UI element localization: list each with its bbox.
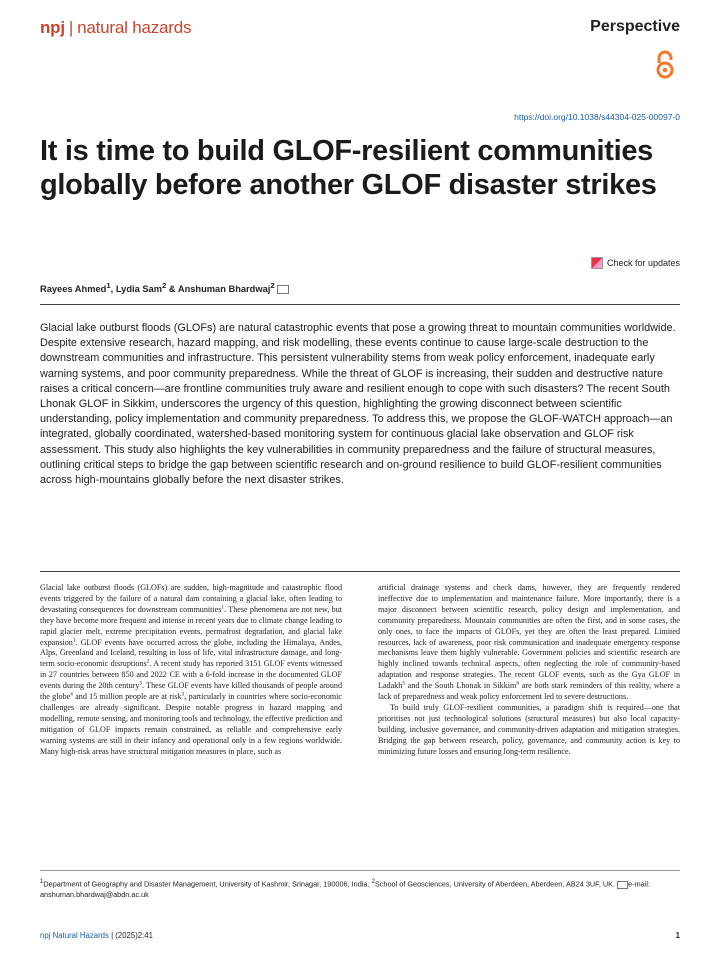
footer-citation: | (2025)2:41 bbox=[111, 931, 153, 940]
check-updates-button[interactable] bbox=[591, 257, 680, 269]
doi-link[interactable]: https://doi.org/10.1038/s44304-025-00097-0 bbox=[514, 112, 680, 122]
section-divider bbox=[40, 571, 680, 572]
author-joiner: & bbox=[168, 284, 176, 295]
author-affiliation-ref: 2 bbox=[270, 281, 275, 290]
author-name[interactable]: Lydia Sam bbox=[115, 284, 162, 295]
footer-journal: npj Natural Hazards bbox=[40, 931, 109, 940]
page-number: 1 bbox=[675, 931, 680, 940]
citation-ref[interactable]: 1 bbox=[221, 604, 225, 611]
citation-ref[interactable]: 1 bbox=[72, 636, 76, 643]
citation-ref[interactable]: 4 bbox=[70, 691, 73, 698]
check-updates-label: Check for updates bbox=[606, 258, 680, 268]
abstract: Glacial lake outburst floods (GLOFs) are natural catastrophic events that pose a growing threat to mountain communities worldwide. Despite extensive research, hazard mapping, and risk modelling, these events continue to cause large-scale destruction to the downstream communities and infrastructure. This persistent vulnerability stems from weak policy enforcement, inadequate early warning systems, and poor community preparedness. While the threat of GLOF is increasing, their sudden and destructive nature raises a critical concern—are frontline communities truly aware and resilient enough to cope with such disasters? The recent South Lhonak GLOF in Sikkim, underscores the urgency of this question, highlighting the growing disconnect between scientific understanding, policy implementation and community preparedness. To address this, we propose the GLOF-WATCH approach—an integrated, globally coordinated, watershed-based monitoring system for continuous glacial lake observation and GLOF risk assessment. This study also highlights the key vulnerabilities in community preparedness and the failure of structural measures, outlining critical steps to bridge the gap between scientific research and on-ground resilience to build GLOF-resilient communities across high-mountains globally before the next disaster strikes. bbox=[40, 322, 676, 487]
author-affiliation-ref: 1 bbox=[106, 281, 111, 290]
crossmark-icon bbox=[591, 257, 603, 269]
author-list: Rayees Ahmed$^1$, Lydia Sam$^2$ & Anshuman Bhardwaj$^2$ bbox=[40, 281, 289, 294]
footnote-divider bbox=[40, 870, 680, 871]
citation-ref[interactable]: 2 bbox=[146, 658, 150, 665]
email-icon bbox=[617, 881, 628, 889]
journal-brand: npj bbox=[40, 18, 65, 37]
citation-ref[interactable]: 6 bbox=[516, 680, 520, 687]
author-name[interactable]: Rayees Ahmed bbox=[40, 284, 107, 295]
author-affiliation-ref: 2 bbox=[161, 281, 167, 290]
citation-ref[interactable]: 3 bbox=[181, 691, 185, 698]
body-column-left bbox=[40, 583, 342, 758]
journal-name: natural hazards bbox=[77, 18, 192, 37]
body-paragraph: To build truly GLOF-resilient communities, a paradigm shift is required—one that prioritises not just technological solutions (structural measures) but also local capacity-building, inclusive governance, and community-driven adaptation and mitigation strategies. Bridging the gap between research, policy, governance, and community action is key to minimizing future losses and ensuring long-term resilience. bbox=[378, 702, 680, 756]
affiliations-footnote: $^1$Department of Geography and Disaster Management, University of Kashmir, Srinagar, 190006, India. $^2$School of Geosciences, University of Aberdeen, Aberdeen, AB24 3UF, UK. e-mail: anshuman.bhardwaj@abdn.ac.uk bbox=[40, 878, 650, 899]
page-footer bbox=[40, 931, 153, 940]
article-type: Perspective bbox=[590, 18, 680, 35]
author-name[interactable]: Anshuman Bhardwaj bbox=[177, 284, 271, 295]
section-divider bbox=[40, 304, 680, 305]
body-column-right bbox=[378, 583, 680, 758]
journal-separator: | bbox=[68, 18, 74, 37]
article-title: It is time to build GLOF-resilient communities globally before another GLOF disaster strikes bbox=[40, 135, 657, 201]
body-paragraph: Glacial lake outburst floods (GLOFs) are sudden, high-magnitude and catastrophic flood events triggered by the failure of a natural dam containing a glacial lake, often leading to devastating consequences for downstream communities$^1$. These phenomena are not new, but they have become more frequent and intense in recent years due to climate change leading to rapid glacier melt, extreme precipitation events, permafrost degradation, and glacial lake expansion$^1$. GLOF events have occurred across the globe, including the Himalaya, Andes, Alps, Greenland and Iceland, resulting in loss of life, vital infrastructure damage, and long-term socio-economic disruptions$^2$. A recent study has reported 3151 GLOF events witnessed in 27 countries between 850 and 2022 CE with a 6-fold increase in the documented GLOF events during the 20th century$^3$. These GLOF events have killed thousands of people around the globe$^4$ and 15 million people are at risk$^3$, particularly in countries where socio-economic challenges are already significant. Despite notable progress in hazard mapping and modelling, remote sensing, and monitoring tools and technology, the effective prediction and mitigation of GLOF impacts remain constrained, as reliable and comprehensive early warning systems are still in their infancy and operational only in a few regions worldwide. Many high-risk areas have structural mitigation measures in place, such as bbox=[40, 583, 342, 756]
email-icon[interactable] bbox=[277, 285, 289, 294]
citation-ref[interactable]: 5 bbox=[402, 680, 406, 687]
body-paragraph: artificial drainage systems and check dams, however, they are frequently rendered ineffective due to implementation and maintenance failure. More importantly, there is a major disconnect between scientific research, policy design and implementation, and community preparedness. Mountain communities are often the first, and in some cases, the only ones, to face the impacts of GLOFs, yet they are often the least prepared. Limited resources, lack of awareness, poor risk communication and inadequate emergency response mechanisms leave them highly vulnerable. Government policies and scientific research are highly inclined towards technical aspects, often neglecting the role of community-based adaptation and response strategies. The recent GLOF events, such as the Gya GLOF in Ladakh$^5$ and the South Lhonak in Sikkim$^6$ are both stark reminders of this reality, where a lack of preparedness and weak policy enforcement led to severe destructions. bbox=[378, 583, 680, 702]
open-access-icon bbox=[654, 50, 676, 80]
citation-ref[interactable]: 3 bbox=[139, 680, 143, 687]
journal-header bbox=[40, 18, 191, 38]
author-email[interactable]: anshuman.bhardwaj@abdn.ac.uk bbox=[40, 889, 149, 899]
